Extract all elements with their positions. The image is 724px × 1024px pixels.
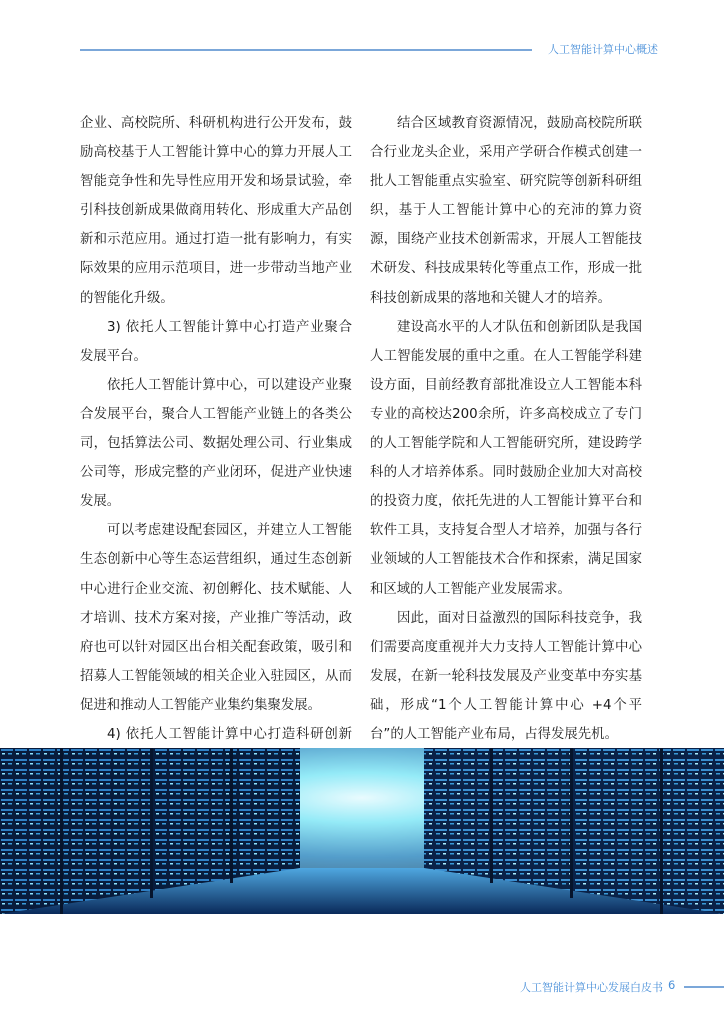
left-paragraph-1: 企业、高校院所、科研机构进行公开发布，鼓励高校基于人工智能计算中心的算力开展人工智能竞争性和先导性应用开发和场景试验，牵引科技创新成果做商用转化、形成重大产品创新和示范应用。通过打造一批有影响力，有实际效果的应用示范项目，进一步带动当地产业的智能化升级。 [80,116,352,306]
right-column [370,109,642,749]
right-paragraph-2: 建设高水平的人才队伍和创新团队是我国人工智能发展的重中之重。在人工智能学科建设方面，目前经教育部批准设立人工智能本科专业的高校达200余所，许多高校成立了专门的人工智能学院和人工智能研究所，建设跨学科的人才培养体系。同时鼓励企业加大对高校的投资力度，依托先进的人工智能计算平台和软件工具，支持复合型人才培养，加强与各行业领域的人工智能技术合作和探索，满足国家和区域的人工智能产业发展需求。 [370,319,642,597]
header-rule [80,49,532,51]
footer-rule [684,986,724,988]
data-center-photo [0,748,724,914]
footer-title: 人工智能计算中心发展白皮书 [520,981,663,994]
header-title: 人工智能计算中心概述 [548,43,658,56]
right-paragraph-3: 因此，面对日益激烈的国际科技竞争，我们需要高度重视并大力支持人工智能计算中心发展，在新一轮科技发展及产业变革中夯实基础，形成“1个人工智能计算中心 +4个平台”的人工智能产业布局，占得发展先机。 [370,610,642,742]
left-column [80,109,352,778]
page-number: 6 [668,978,676,992]
section-heading-4: 4) 依托人工智能计算中心打造科研创新 [107,726,352,742]
left-paragraph-3: 可以考虑建设配套园区，并建立人工智能生态创新中心等生态运营组织，通过生态创新中心进行企业交流、初创孵化、技术赋能、人才培训、技术方案对接，产业推广等活动，政府也可以针对园区出台相关配套政策，吸引和招募人工智能领域的相关企业入驻园区，从而促进和推动人工智能产业集约集聚发展。 [80,523,352,713]
section-heading-3: 3) 依托人工智能计算中心打造产业聚合发展平台。 [80,319,352,364]
right-paragraph-1: 结合区域教育资源情况，鼓励高校院所联合行业龙头企业，采用产学研合作模式创建一批人工智能重点实验室、研究院等创新科研组织，基于人工智能计算中心的充沛的算力资源，围绕产业技术创新需求，开展人工智能技术研发、科技成果转化等重点工作，形成一批科技创新成果的落地和关键人才的培养。 [370,116,642,306]
left-paragraph-2: 依托人工智能计算中心，可以建设产业聚合发展平台，聚合人工智能产业链上的各类公司，包括算法公司、数据处理公司、行业集成公司等，形成完整的产业闭环，促进产业快速发展。 [80,377,352,510]
